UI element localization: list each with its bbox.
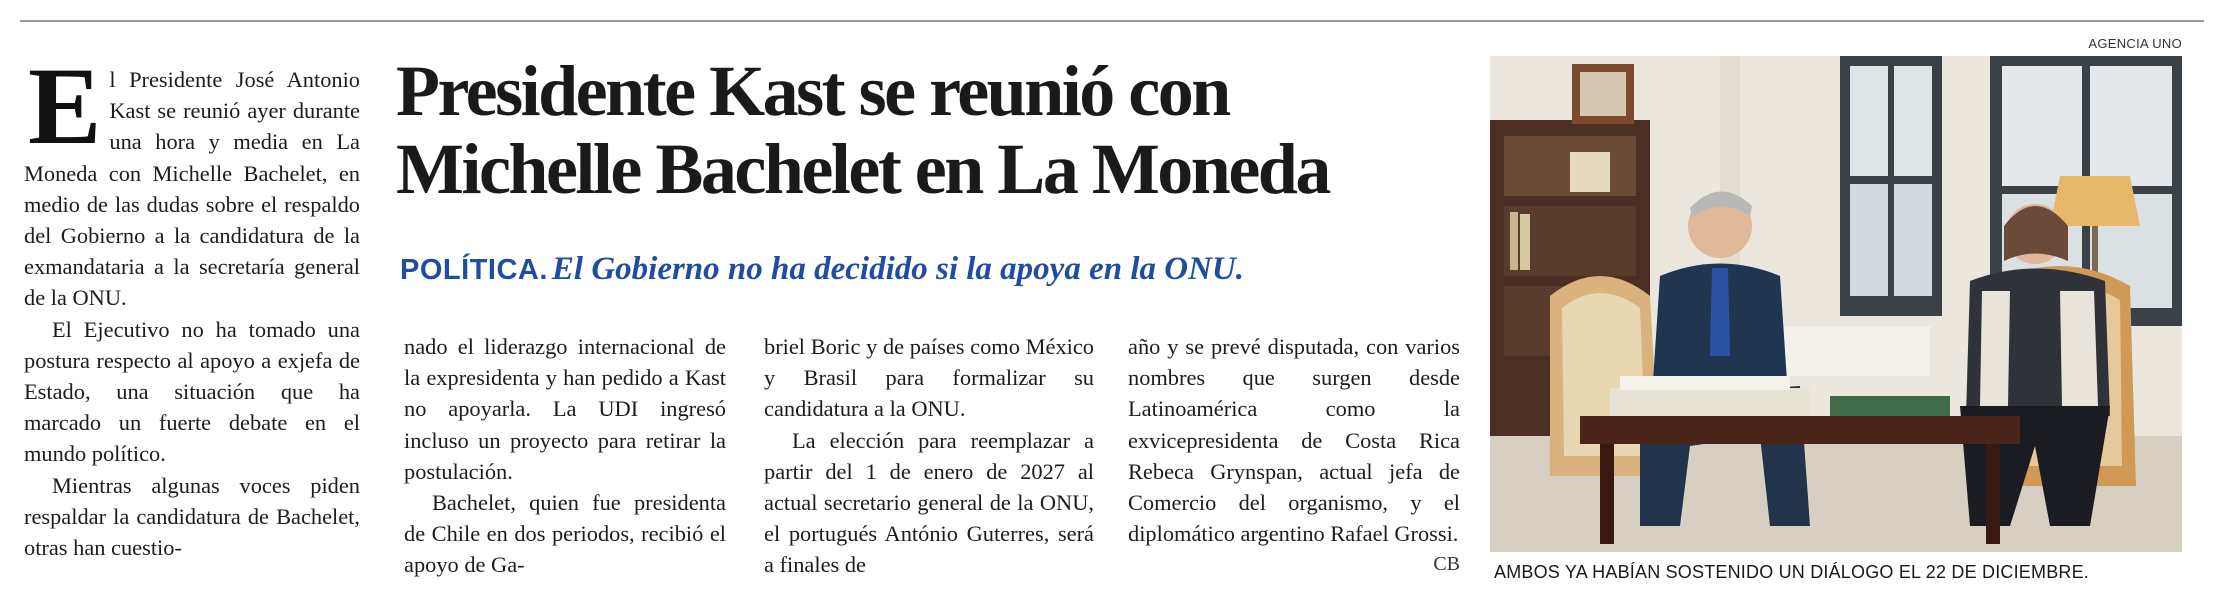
top-rule [20,20,2204,22]
article-column-4 [1128,331,1460,581]
paragraph: nado el liderazgo internacional de la expresidenta y han pedido a Kast no apoyarla. La UDI ingresó incluso un proyecto para retirar la postulación. [404,334,726,484]
headline-line: Michelle Bachelet en La Moneda [396,129,1329,209]
photo-illustration [1490,56,2182,552]
article-column-1 [24,45,360,563]
photo-credit: AGENCIA UNO [2088,36,2182,51]
deck: El Gobierno no ha decidido si la apoya en la ONU. [551,251,1244,287]
headline [396,52,1486,208]
paragraph [24,45,360,314]
headline-line: Presidente Kast se reunió con [396,51,1229,131]
drop-cap: E [28,45,102,167]
paragraph: Bachelet, quien fue presidenta de Chile en dos periodos, recibió el apoyo de Ga- [404,490,726,578]
article-column-3 [764,331,1094,581]
paragraph: briel Boric y de países como México y Brasil para formalizar su candidatura a la ONU. [764,334,1094,422]
paragraph: La elección para reemplazar a partir del 1 de enero de 2027 al actual secretario general de la ONU, el portugués António Guterres, será a finales de [764,427,1094,578]
paragraph: Mientras algunas voces piden respaldar la candidatura de Bachelet, otras han cuestio- [24,472,360,561]
paragraph-text: año y se prevé disputada, con varios nombres que surgen desde Latinoamérica como la exvicepresidenta de Costa Rica Rebeca Grynspan, actual jefa de Comercio del organismo, y el diplomático argentino Rafael Grossi. [1128,334,1460,547]
photo [1490,56,2182,552]
paragraph [1128,331,1460,576]
paragraph-text: l Presidente José Antonio Kast se reunió ayer durante una hora y media en La Moneda con Michelle Bachelet, en medio de las dudas sobre el respaldo del Gobierno a la candidatura de la exmandataria a la secretaría general de la ONU. [24,67,360,311]
subheadline [400,251,1500,288]
end-mark: CB [1433,553,1460,576]
article-column-2 [404,331,726,581]
paragraph: El Ejecutivo no ha tomado una postura respecto al apoyo a exjefa de Estado, una situación que ha marcado un fuerte debate en el mundo político. [24,316,360,467]
photo-caption: AMBOS YA HABÍAN SOSTENIDO UN DIÁLOGO EL 22 DE DICIEMBRE. [1494,562,2090,582]
section-kicker: POLÍTICA. [400,254,548,286]
